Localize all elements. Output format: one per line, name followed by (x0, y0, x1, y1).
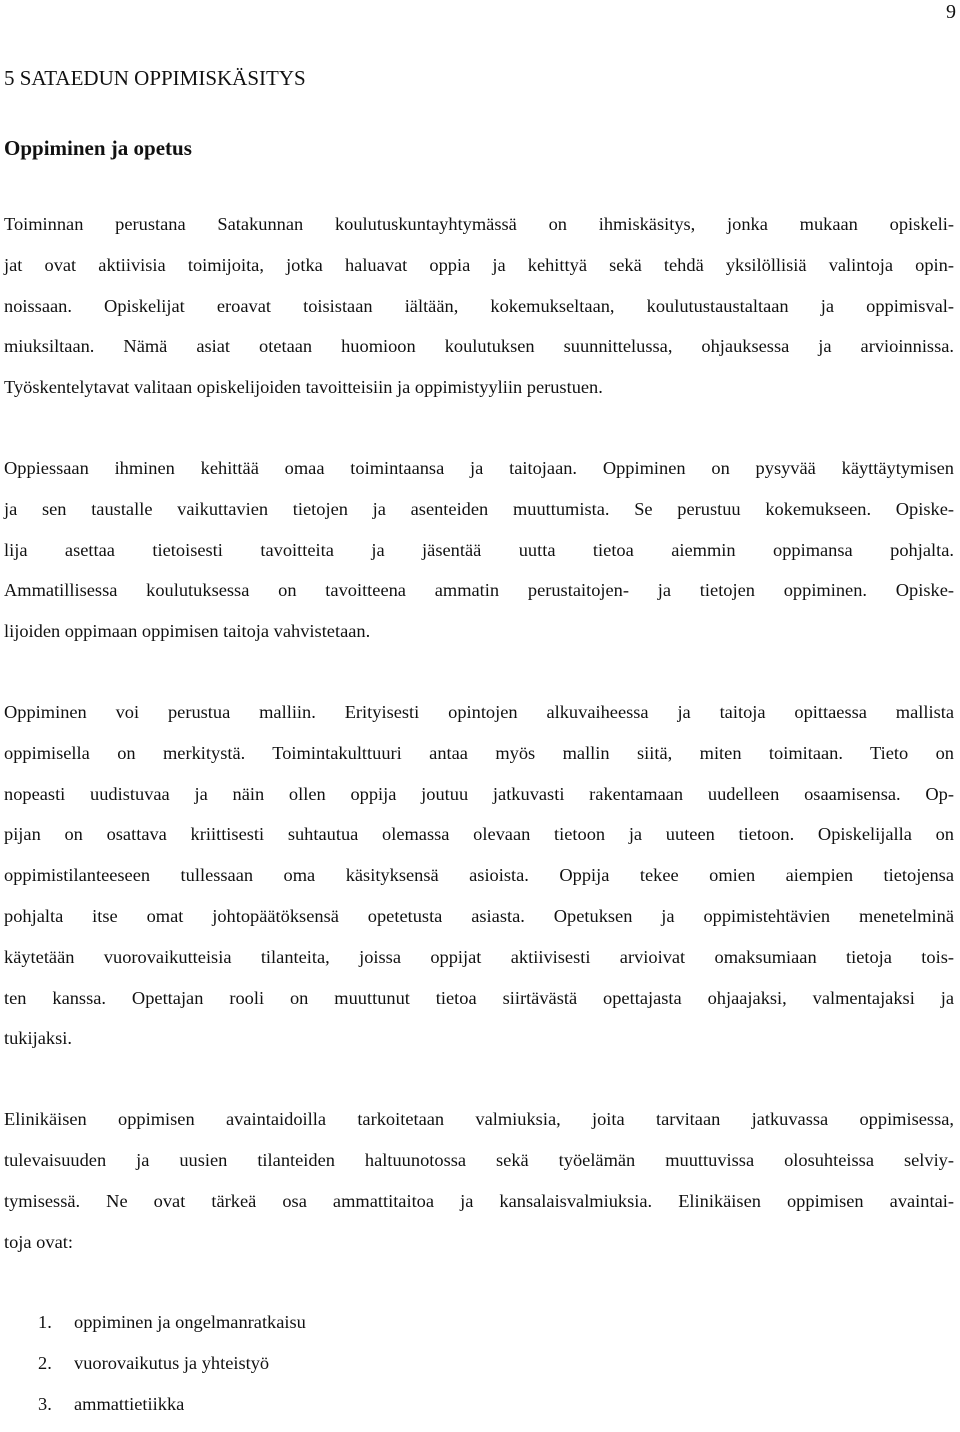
paragraph-line: Oppiminen voi perustua malliin. Erityisesti opintojen alkuvaiheessa ja taitoja opittaessa mallista (4, 701, 954, 722)
paragraphs (4, 204, 954, 1262)
paragraph-line: lijoiden oppimaan oppimisen taitoja vahvistetaan. (4, 621, 371, 642)
paragraph-line: Oppiessaan ihminen kehittää omaa toimintaansa ja taitojaan. Oppiminen on pysyvää käyttäytymisen (4, 457, 954, 478)
paragraph-line: oppimistilanteeseen tullessaan oma käsityksensä asioista. Oppija tekee omien aiempien tietojensa (4, 865, 954, 886)
paragraph-line: lija asettaa tietoisesti tavoitteita ja jäsentää uutta tietoa aiemmin oppimansa pohjalta. (4, 539, 954, 560)
chapter-title: 5 SATAEDUN OPPIMISKÄSITYS (4, 66, 306, 90)
key-skills-list (4, 1302, 954, 1424)
paragraph-line: Työskentelytavat valitaan opiskelijoiden tavoitteisiin ja oppimistyyliin perustuen. (4, 377, 603, 398)
paragraph-line: noissaan. Opiskelijat eroavat toisistaan iältään, kokemukseltaan, koulutustaustaltaan ja oppimisval- (4, 295, 954, 316)
paragraph-line: ja sen taustalle vaikuttavien tietojen ja asenteiden muuttumista. Se perustuu kokemukseen. Opiske- (4, 498, 954, 519)
paragraph-line: ten kanssa. Opettajan rooli on muuttunut tietoa siirtävästä opettajasta ohjaajaksi, valmentajaksi ja (4, 987, 954, 1008)
section-title: Oppiminen ja opetus (4, 136, 192, 160)
list-item-text: vuorovaikutus ja yhteistyö (74, 1353, 270, 1374)
paragraph-line: miuksiltaan. Nämä asiat otetaan huomioon koulutuksen suunnittelussa, ohjauksessa ja arvioinnissa. (4, 336, 954, 357)
paragraph-line: käytetään vuorovaikutteisia tilanteita, joissa oppijat aktiivisesti arvioivat omaksumiaan tietoja tois- (4, 946, 954, 967)
document-body (4, 64, 954, 1425)
page-number: 9 (946, 1, 956, 23)
paragraph-line: oppimisella on merkitystä. Toimintakulttuuri antaa myös mallin siitä, miten toimitaan. Tieto on (4, 742, 954, 763)
list-item-number: 1. (38, 1312, 52, 1333)
list-item (4, 1343, 954, 1384)
paragraph-line: tulevaisuuden ja uusien tilanteiden haltuunotossa sekä työelämän muuttuvissa olosuhteissa selviy- (4, 1149, 954, 1170)
list-item (4, 1384, 954, 1425)
paragraph-line: pohjalta itse omat johtopäätöksensä opetetusta asiasta. Opetuksen ja oppimistehtävien menetelminä (4, 905, 954, 926)
paragraph-line: nopeasti uudistuvaa ja näin ollen oppija joutuu jatkuvasti rakentamaan uudelleen osaamisensa. Op- (4, 783, 954, 804)
paragraph-line: tymisessä. Ne ovat tärkeä osa ammattitaitoa ja kansalaisvalmiuksia. Elinikäisen oppimisen avaintai- (4, 1190, 954, 1211)
paragraph (4, 692, 954, 1059)
paragraph-line: tukijaksi. (4, 1028, 72, 1049)
list-item-text: ammattietiikka (74, 1393, 185, 1414)
paragraph-line: jat ovat aktiivisia toimijoita, jotka haluavat oppia ja kehittyä sekä tehdä yksilöllisiä valintoja opin- (4, 254, 954, 275)
list-item (4, 1302, 954, 1343)
paragraph (4, 1099, 954, 1262)
paragraph-line: pijan on osattava kriittisesti suhtautua olemassa olevaan tietoon ja uuteen tietoon. Opiskelijalla on (4, 824, 954, 845)
paragraph-line: Toiminnan perustana Satakunnan koulutuskuntayhtymässä on ihmiskäsitys, jonka mukaan opiskeli- (4, 214, 954, 234)
list-item-number: 2. (38, 1353, 52, 1374)
list-item-text: oppiminen ja ongelmanratkaisu (74, 1312, 306, 1333)
list-item-number: 3. (38, 1393, 52, 1414)
paragraph-line: toja ovat: (4, 1231, 73, 1252)
paragraph (4, 448, 954, 652)
paragraph-line: Elinikäisen oppimisen avaintaidoilla tarkoitetaan valmiuksia, joita tarvitaan jatkuvassa oppimisessa, (4, 1109, 954, 1130)
paragraph (4, 204, 954, 408)
paragraph-line: Ammatillisessa koulutuksessa on tavoitteena ammatin perustaitojen- ja tietojen oppiminen. Opiske- (4, 580, 954, 601)
